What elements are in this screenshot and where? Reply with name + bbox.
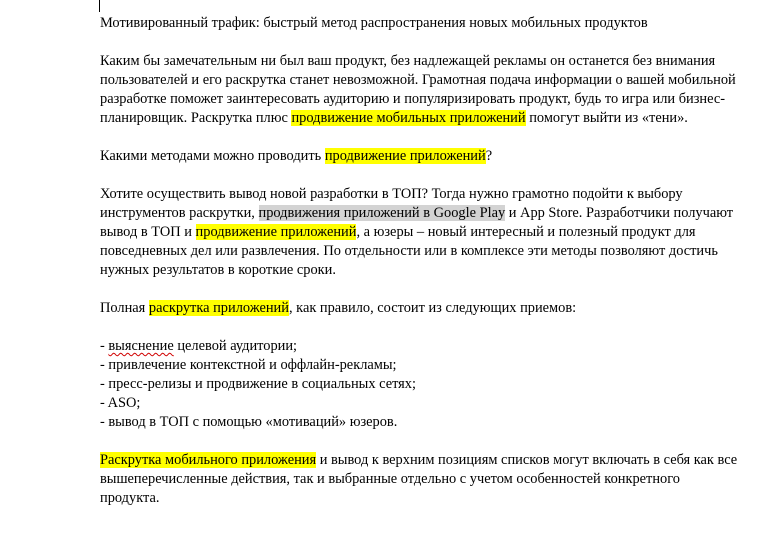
blank-line	[100, 318, 740, 337]
paragraph-question	[100, 147, 740, 166]
blank-line	[100, 166, 740, 185]
blank-line	[100, 432, 740, 451]
text-run: -	[100, 338, 109, 354]
list-item: - привлечение контекстной и оффлайн-рекламы;	[100, 357, 397, 373]
text-run: , а юзеры – новый интересный и полезный продукт для повседневных дел или развлечения. По отдельности или в комплексе эти методы позволяют достичь нужных результатов в короткие сроки.	[100, 224, 718, 278]
blank-line	[100, 280, 740, 299]
highlighted-keyword: продвижение мобильных приложений	[291, 110, 526, 126]
text-run: Полная	[100, 300, 149, 316]
paragraph-conclusion	[100, 451, 740, 508]
misspelled-word[interactable]: выяснение	[108, 338, 174, 354]
text-run: , как правило, состоит из следующих приемов:	[288, 300, 577, 316]
text-run: и App Store. Разработчики получают вывод в ТОП и	[100, 205, 734, 240]
paragraph-list-intro	[100, 299, 740, 318]
document-title: Мотивированный трафик: быстрый метод распространения новых мобильных продуктов	[100, 15, 648, 31]
highlighted-keyword: продвижение приложений	[324, 148, 486, 164]
document-body[interactable]	[100, 14, 740, 508]
highlighted-keyword: раскрутка приложений	[148, 300, 289, 316]
gray-highlighted-keyword: продвижения приложений в Google Play	[258, 205, 506, 221]
text-cursor	[99, 0, 100, 12]
blank-line	[100, 33, 740, 52]
text-run: Какими методами можно проводить	[100, 148, 325, 164]
text-run: ?	[485, 148, 493, 164]
blank-line	[100, 128, 740, 147]
list-item	[100, 337, 740, 356]
text-run: помогут выйти из «тени».	[525, 110, 688, 126]
list-item: - ASO;	[100, 395, 141, 411]
highlighted-keyword: продвижение приложений	[195, 224, 357, 240]
highlighted-keyword: Раскрутка мобильного приложения	[100, 452, 317, 468]
paragraph-intro	[100, 52, 740, 128]
paragraph-top	[100, 185, 740, 280]
list-item: - вывод в ТОП с помощью «мотиваций» юзеров.	[100, 414, 398, 430]
text-run: и вывод к верхним позициям списков могут включать в себя как все вышеперечисленные действия, так и выбранные отдельно с учетом особенностей конкретного продукта.	[100, 452, 738, 506]
list-item: - пресс-релизы и продвижение в социальных сетях;	[100, 376, 416, 392]
text-run: целевой аудитории;	[173, 338, 298, 354]
text-run: Хотите осуществить вывод новой разработки в ТОП? Тогда нужно грамотно подойти к выбору инструментов раскрутки,	[100, 186, 683, 221]
text-run: Каким бы замечательным ни был ваш продукт, без надлежащей рекламы он останется без внимания пользователей и его раскрутка станет невозможной. Грамотная подача информации о вашей мобильной разработке поможет заинтересовать аудиторию и популяризировать продукт, будь то игра или бизнес-планировщик. Раскрутка плюс	[100, 53, 736, 126]
